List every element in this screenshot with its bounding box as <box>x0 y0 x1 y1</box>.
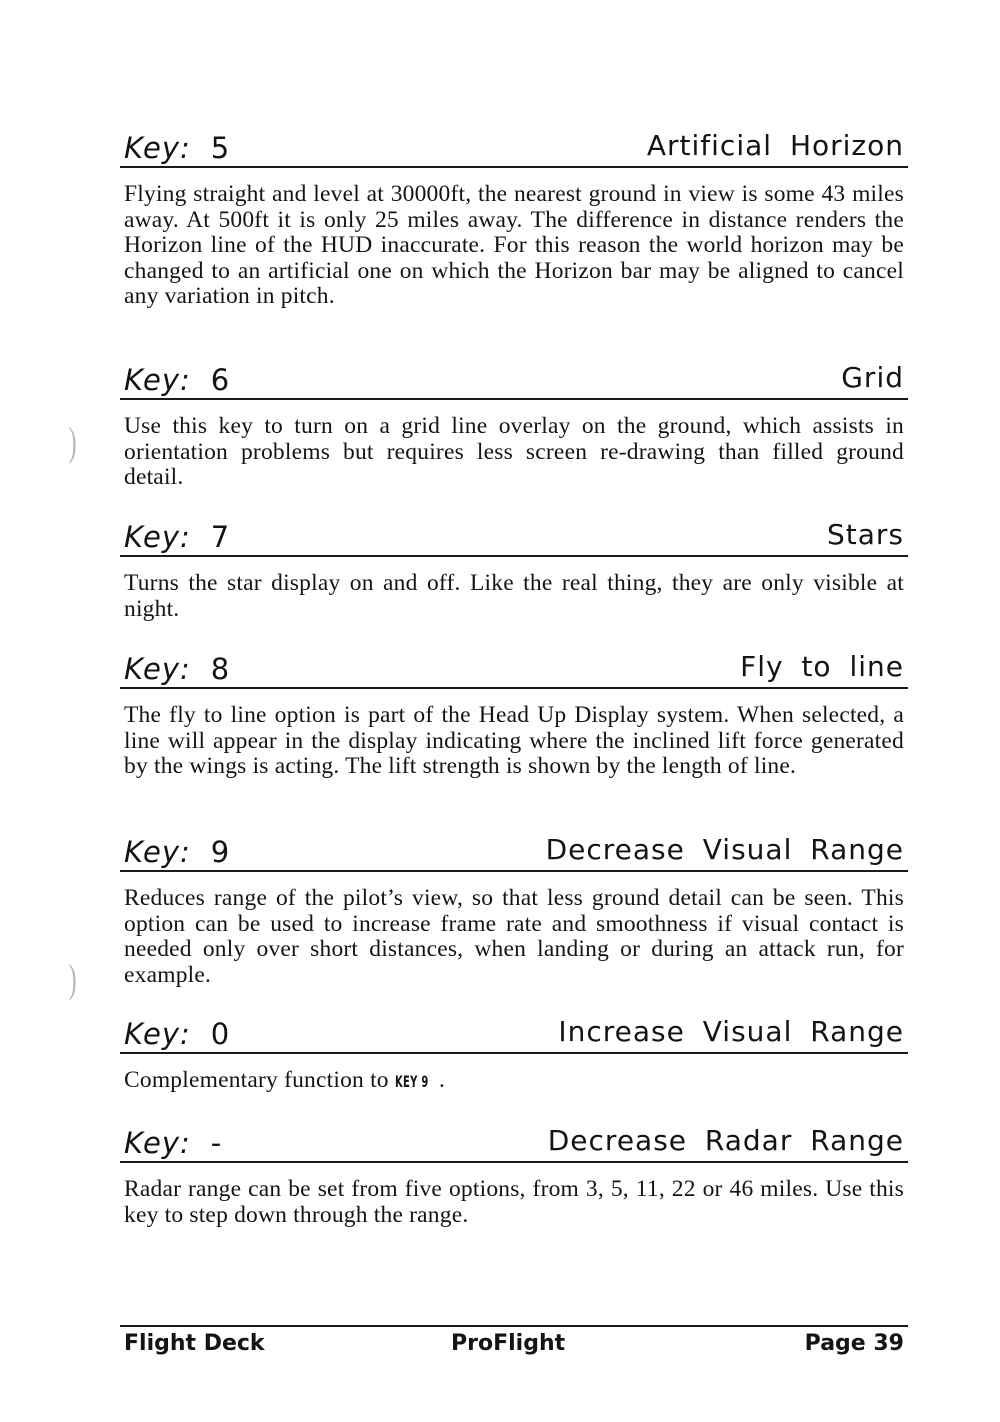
key-label: Key: 7 <box>124 520 230 554</box>
key-label: Key: 8 <box>124 652 230 686</box>
section-title: Decrease Radar Range <box>547 1124 904 1157</box>
footer-section-name: Flight Deck <box>124 1331 265 1356</box>
section-body: Reduces range of the pilot’s view, so that less ground detail can be seen. This option can be used to increase frame rate and smoothness if visual contact is needed only over short distances, when landing or during an attack run, for example. <box>124 885 904 988</box>
section-header <box>120 1008 908 1054</box>
key-section-6 <box>120 354 908 491</box>
key-section-5 <box>120 122 908 310</box>
key-label: Key: 6 <box>124 363 230 397</box>
section-title: Artificial Horizon <box>646 129 904 162</box>
key-label: Key: - <box>124 1126 222 1160</box>
section-body: Flying straight and level at 30000ft, the nearest ground in view is some 43 miles away. At 500ft it is only 25 miles away. The difference in distance renders the Horizon line of the HUD inaccurate. For this reason the world horizon may be changed to an artificial one on which the Horizon bar may be aligned to cancel any variation in pitch. <box>124 181 904 309</box>
section-header <box>120 643 908 689</box>
section-body: Turns the star display on and off. Like the real thing, they are only visible at night. <box>124 570 904 622</box>
section-body: Radar range can be set from five options, from 3, 5, 11, 22 or 46 miles. Use this key to step down through the range. <box>124 1176 904 1228</box>
footer-product-name: ProFlight <box>451 1331 566 1356</box>
key-reference: KEY 9 <box>394 1072 429 1091</box>
section-title: Stars <box>826 518 904 551</box>
section-title: Increase Visual Range <box>558 1015 904 1048</box>
key-section-8 <box>120 643 908 780</box>
key-label: Key: 5 <box>124 131 230 165</box>
section-title: Decrease Visual Range <box>545 833 904 866</box>
key-section-0 <box>120 1008 908 1095</box>
section-header <box>120 511 908 557</box>
key-section-7 <box>120 511 908 622</box>
section-body: The fly to line option is part of the Head Up Display system. When selected, a line will appear in the display indicating where the inclined lift force generated by the wings is acting. The lift strength is shown by the length of line. <box>124 702 904 779</box>
section-title: Fly to line <box>740 650 904 683</box>
section-body: Complementary function to KEY 9 . <box>124 1067 446 1093</box>
margin-mark: ) <box>68 956 77 1001</box>
section-header <box>120 122 908 168</box>
section-header <box>120 826 908 872</box>
key-section-minus <box>120 1117 908 1228</box>
key-label: Key: 9 <box>124 835 230 869</box>
section-header <box>120 1117 908 1163</box>
section-body: Use this key to turn on a grid line overlay on the ground, which assists in orientation problems but requires less screen re-drawing than filled ground detail. <box>124 413 904 490</box>
section-header <box>120 354 908 400</box>
page-number: Page 39 <box>804 1331 904 1356</box>
key-label: Key: 0 <box>124 1017 230 1051</box>
section-title: Grid <box>841 361 904 394</box>
page-footer <box>120 1325 908 1367</box>
key-section-9 <box>120 826 908 988</box>
margin-mark: ) <box>68 419 77 464</box>
